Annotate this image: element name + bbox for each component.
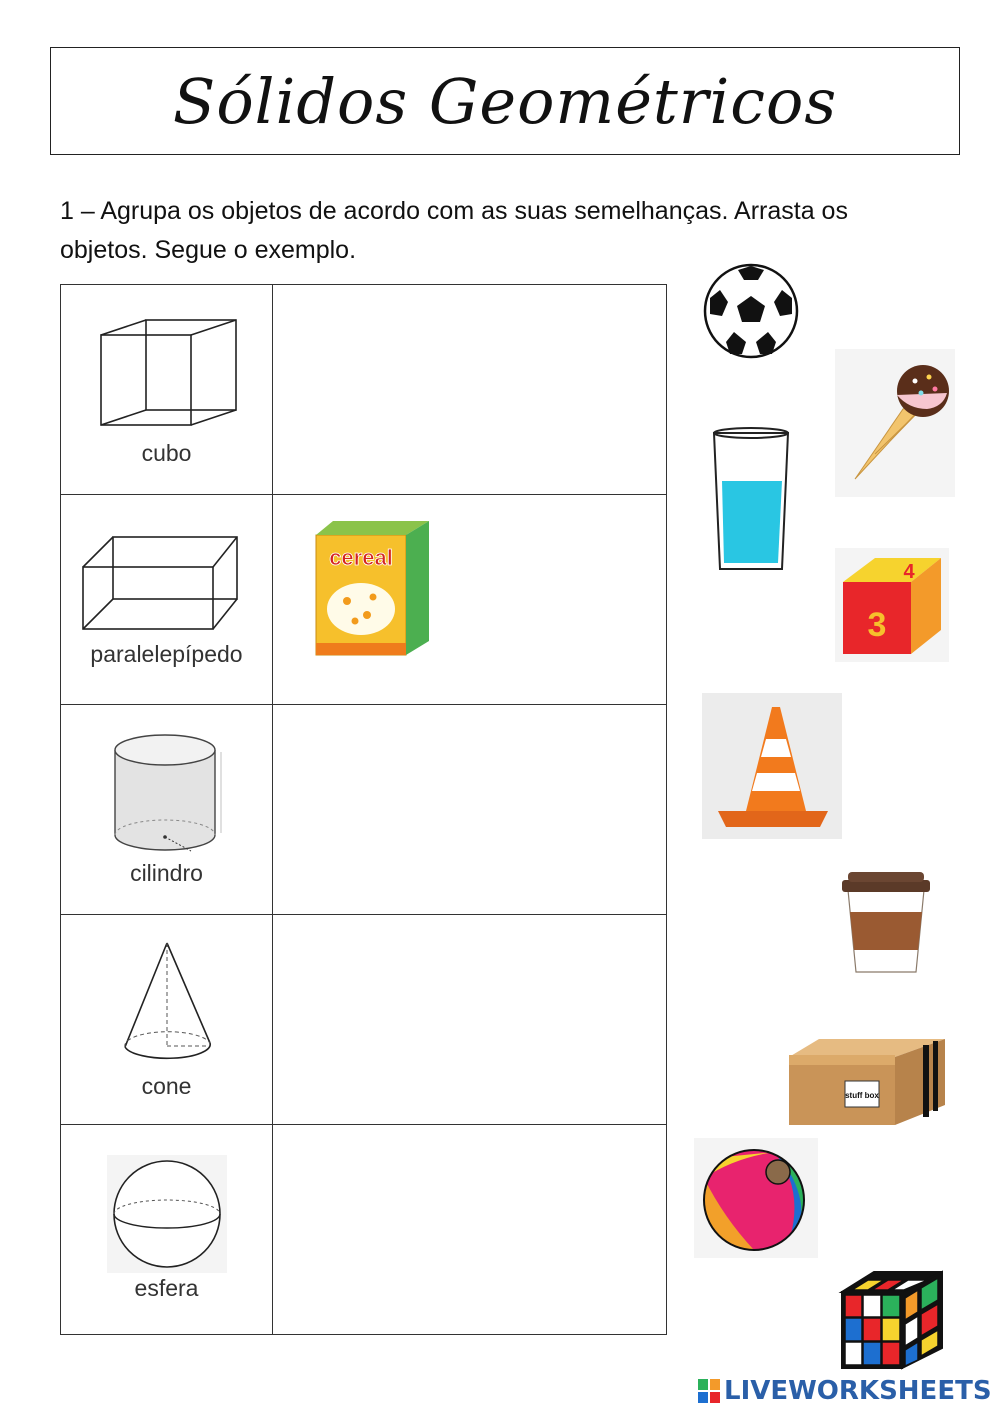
- cereal-logo: cereal: [329, 545, 393, 570]
- table-row: [61, 915, 667, 1125]
- rubiks-cube-icon[interactable]: [838, 1268, 948, 1372]
- table-row: [61, 705, 667, 915]
- page-title: Sólidos Geométricos: [172, 64, 838, 138]
- shape-cell-cube: [61, 285, 273, 495]
- box-label: stuff box: [845, 1091, 879, 1100]
- beach-ball-icon[interactable]: [694, 1138, 818, 1258]
- shape-label-sphere: esfera: [134, 1275, 199, 1301]
- soccer-ball-icon[interactable]: [702, 262, 800, 360]
- liveworksheets-logo-icon: [698, 1379, 720, 1403]
- footer-brand: [698, 1376, 992, 1406]
- drop-zone-cube[interactable]: [273, 285, 667, 495]
- shape-label-cone: cone: [141, 1073, 192, 1099]
- shape-cell-cylinder: [61, 705, 273, 915]
- cereal-box-icon[interactable]: [311, 517, 436, 662]
- shape-cell-sphere: [61, 1125, 273, 1335]
- title-box: [50, 47, 960, 155]
- shape-label-cylinder: cilindro: [130, 860, 203, 886]
- sphere-icon: [61, 1125, 272, 1334]
- instruction-text: 1 – Agrupa os objetos de acordo com as suas semelhanças. Arrasta os objetos. Segue o exemplo.: [60, 197, 848, 264]
- shape-label-cube: cubo: [141, 440, 192, 466]
- shape-label-cuboid: paralelepípedo: [90, 641, 243, 667]
- drop-zone-cuboid[interactable]: [273, 495, 667, 705]
- traffic-cone-icon[interactable]: [702, 693, 842, 839]
- table-row: [61, 285, 667, 495]
- cuboid-icon: [61, 495, 272, 704]
- svg-text:4: 4: [903, 561, 915, 583]
- drop-zone-cylinder[interactable]: [273, 705, 667, 915]
- water-glass-icon[interactable]: [708, 425, 794, 575]
- drop-zone-sphere[interactable]: [273, 1125, 667, 1335]
- cardboard-box-icon[interactable]: [785, 1035, 951, 1127]
- footer-brand-text: LIVEWORKSHEETS: [724, 1376, 992, 1406]
- shape-cell-cuboid: [61, 495, 273, 705]
- svg-text:3: 3: [867, 606, 887, 644]
- table-row: [61, 1125, 667, 1335]
- drop-zone-cone[interactable]: [273, 915, 667, 1125]
- toy-cube-icon[interactable]: [835, 548, 949, 662]
- table-row: [61, 495, 667, 705]
- shape-cell-cone: [61, 915, 273, 1125]
- sorting-table: [60, 284, 667, 1335]
- ice-cream-cone-icon[interactable]: [835, 349, 955, 497]
- coffee-cup-icon[interactable]: [836, 868, 936, 976]
